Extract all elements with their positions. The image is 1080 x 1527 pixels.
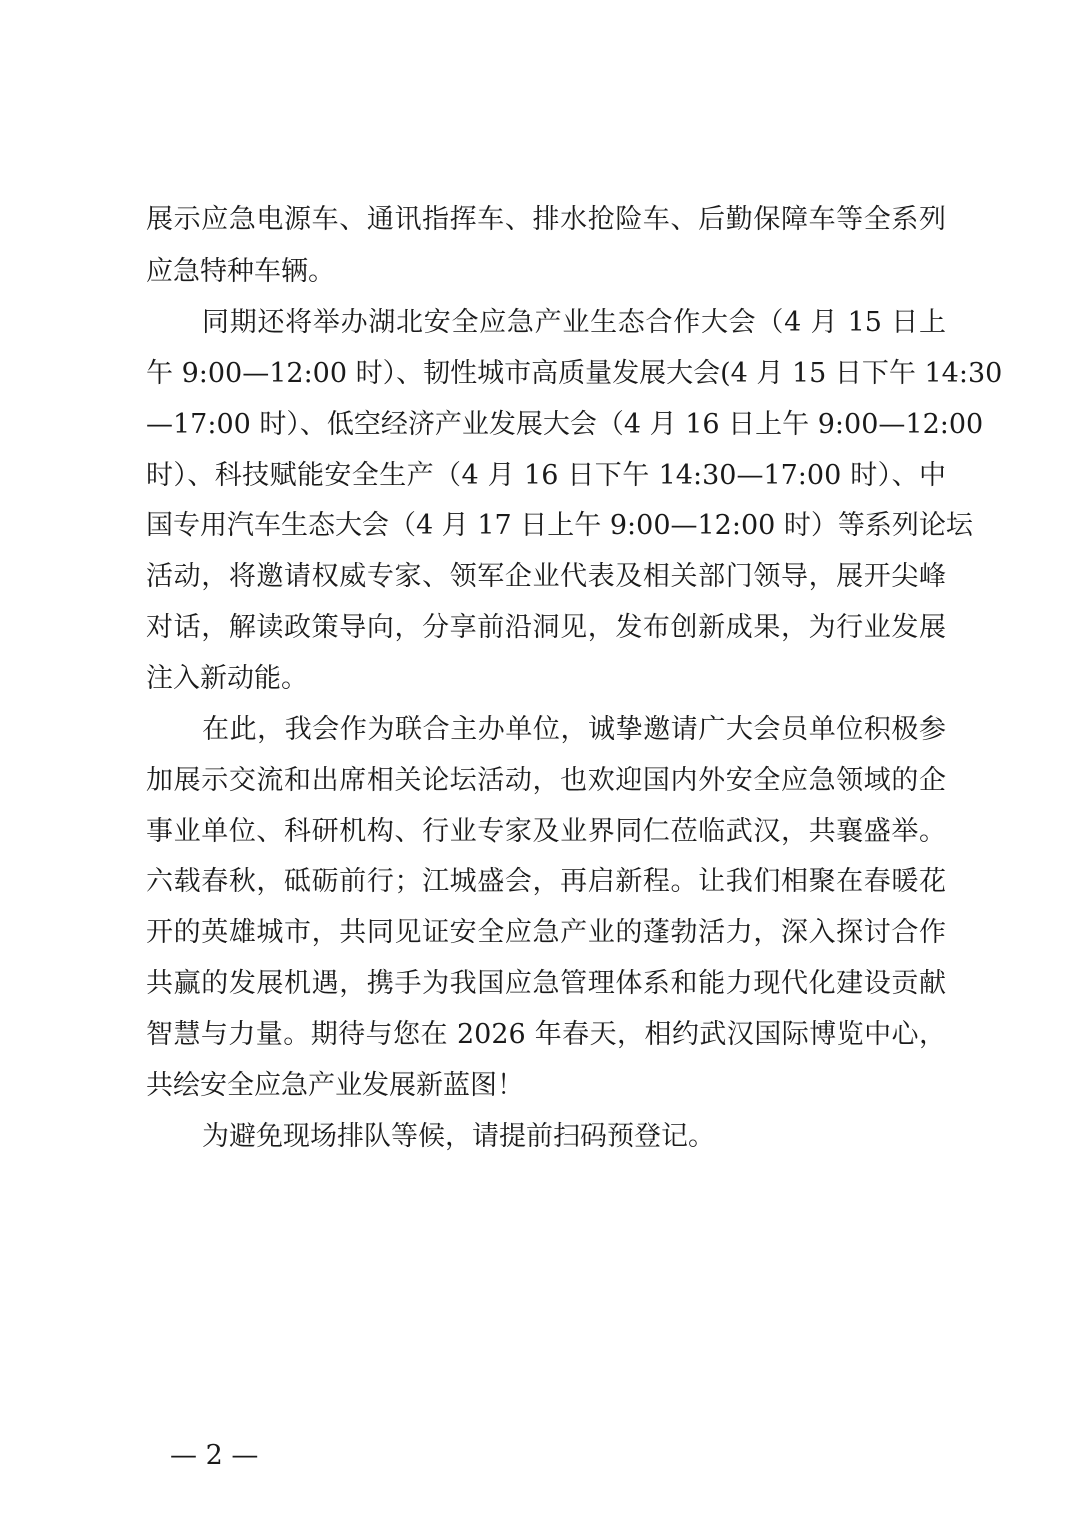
body-line: 在此，我会作为联合主办单位，诚挚邀请广大会员单位积极参 [202,714,946,745]
body-line: 共绘安全应急产业发展新蓝图！ [146,1070,524,1101]
body-line: 对话，解读政策导向，分享前沿洞见，发布创新成果，为行业发展 [146,612,946,643]
body-line: 时）、科技赋能安全生产（4 月 16 日下午 14:30—17:00 时）、中 [146,460,946,491]
body-line: 六载春秋，砥砺前行；江城盛会，再启新程。让我们相聚在春暖花 [146,866,946,897]
body-line: 智慧与力量。期待与您在 2026 年春天，相约武汉国际博览中心， [146,1019,946,1050]
body-line: —17:00 时）、低空经济产业发展大会（4 月 16 日上午 9:00—12:00 [146,409,984,440]
body-line: 开的英雄城市，共同见证安全应急产业的蓬勃活力，深入探讨合作 [146,917,946,948]
body-line: 同期还将举办湖北安全应急产业生态合作大会（4 月 15 日上 [202,307,946,338]
body-line: 午 9:00—12:00 时）、韧性城市高质量发展大会(4 月 15 日下午 14:30 [146,358,1003,389]
body-line: 活动，将邀请权威专家、领军企业代表及相关部门领导，展开尖峰 [146,561,946,592]
body-line: 应急特种车辆。 [146,256,335,287]
body-line: 注入新动能。 [146,663,308,694]
body-line: 事业单位、科研机构、行业专家及业界同仁莅临武汉，共襄盛举。 [146,816,946,847]
body-line: 加展示交流和出席相关论坛活动，也欢迎国内外安全应急领域的企 [146,765,946,796]
body-line: 共赢的发展机遇，携手为我国应急管理体系和能力现代化建设贡献 [146,968,946,999]
body-line: 为避免现场排队等候，请提前扫码预登记。 [202,1121,715,1152]
body-line: 国专用汽车生态大会（4 月 17 日上午 9:00—12:00 时）等系列论坛 [146,510,973,541]
page-number: — 2 — [170,1440,259,1471]
body-line: 展示应急电源车、通讯指挥车、排水抢险车、后勤保障车等全系列 [146,204,946,235]
